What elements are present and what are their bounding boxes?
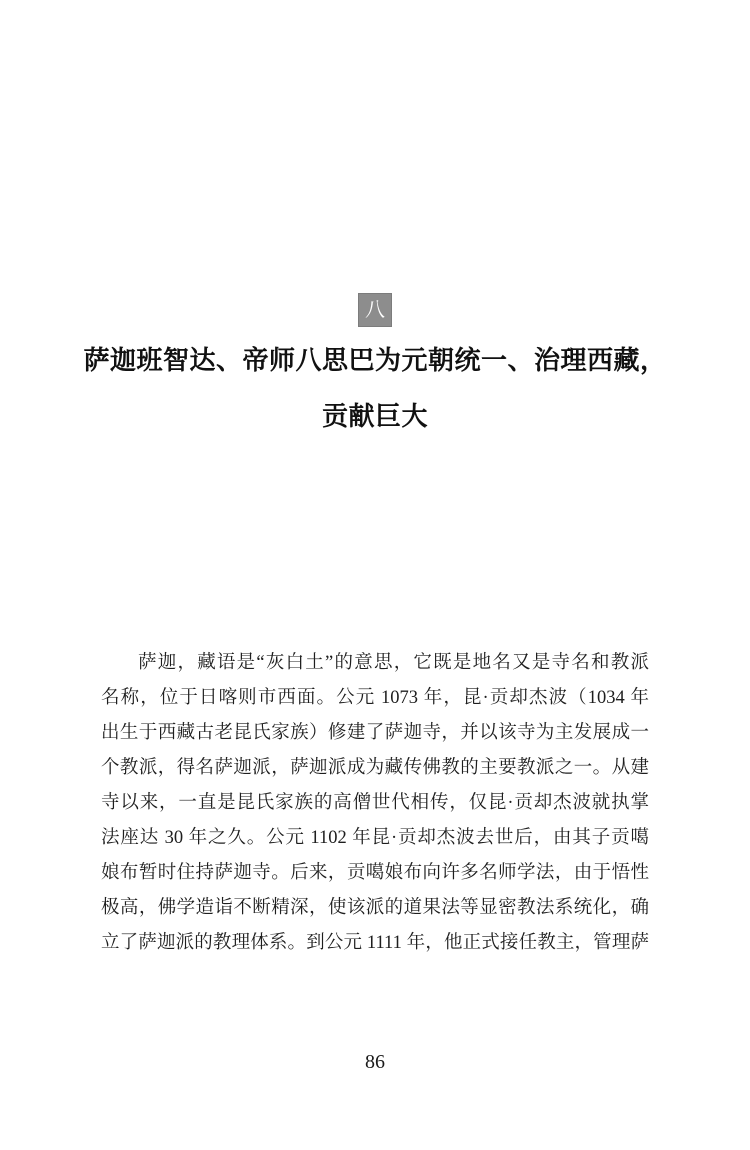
body-line: 名称，位于日喀则市西面。公元 1073 年，昆·贡却杰波（1034 年 bbox=[101, 688, 649, 708]
body-line: 萨迦，藏语是“灰白土”的意思，它既是地名又是寺名和教派 bbox=[138, 653, 649, 673]
chapter-title-line1: 萨迦班智达、帝师八思巴为元朝统一、治理西藏， bbox=[83, 346, 667, 375]
section-number: 八 bbox=[365, 299, 385, 321]
body-line: 极高，佛学造诣不断精深，使该派的道果法等显密教法系统化，确 bbox=[101, 898, 649, 918]
section-number-badge bbox=[358, 293, 392, 327]
body-line: 娘布暂时住持萨迦寺。后来，贡噶娘布向许多名师学法，由于悟性 bbox=[101, 863, 649, 883]
body-line: 法座达 30 年之久。公元 1102 年昆·贡却杰波去世后，由其子贡噶 bbox=[101, 828, 649, 848]
page-number: 86 bbox=[365, 1051, 385, 1073]
body-line: 立了萨迦派的教理体系。到公元 1111 年，他正式接任教主，管理萨 bbox=[101, 933, 649, 953]
chapter-title-line2: 贡献巨大 bbox=[321, 402, 428, 431]
body-line: 寺以来，一直是昆氏家族的高僧世代相传，仅昆·贡却杰波就执掌 bbox=[101, 793, 649, 813]
body-line: 个教派，得名萨迦派，萨迦派成为藏传佛教的主要教派之一。从建 bbox=[101, 758, 649, 778]
chapter-title bbox=[0, 333, 750, 445]
body-paragraph bbox=[101, 646, 649, 961]
body-line: 出生于西藏古老昆氏家族）修建了萨迦寺，并以该寺为主发展成一 bbox=[101, 723, 649, 743]
